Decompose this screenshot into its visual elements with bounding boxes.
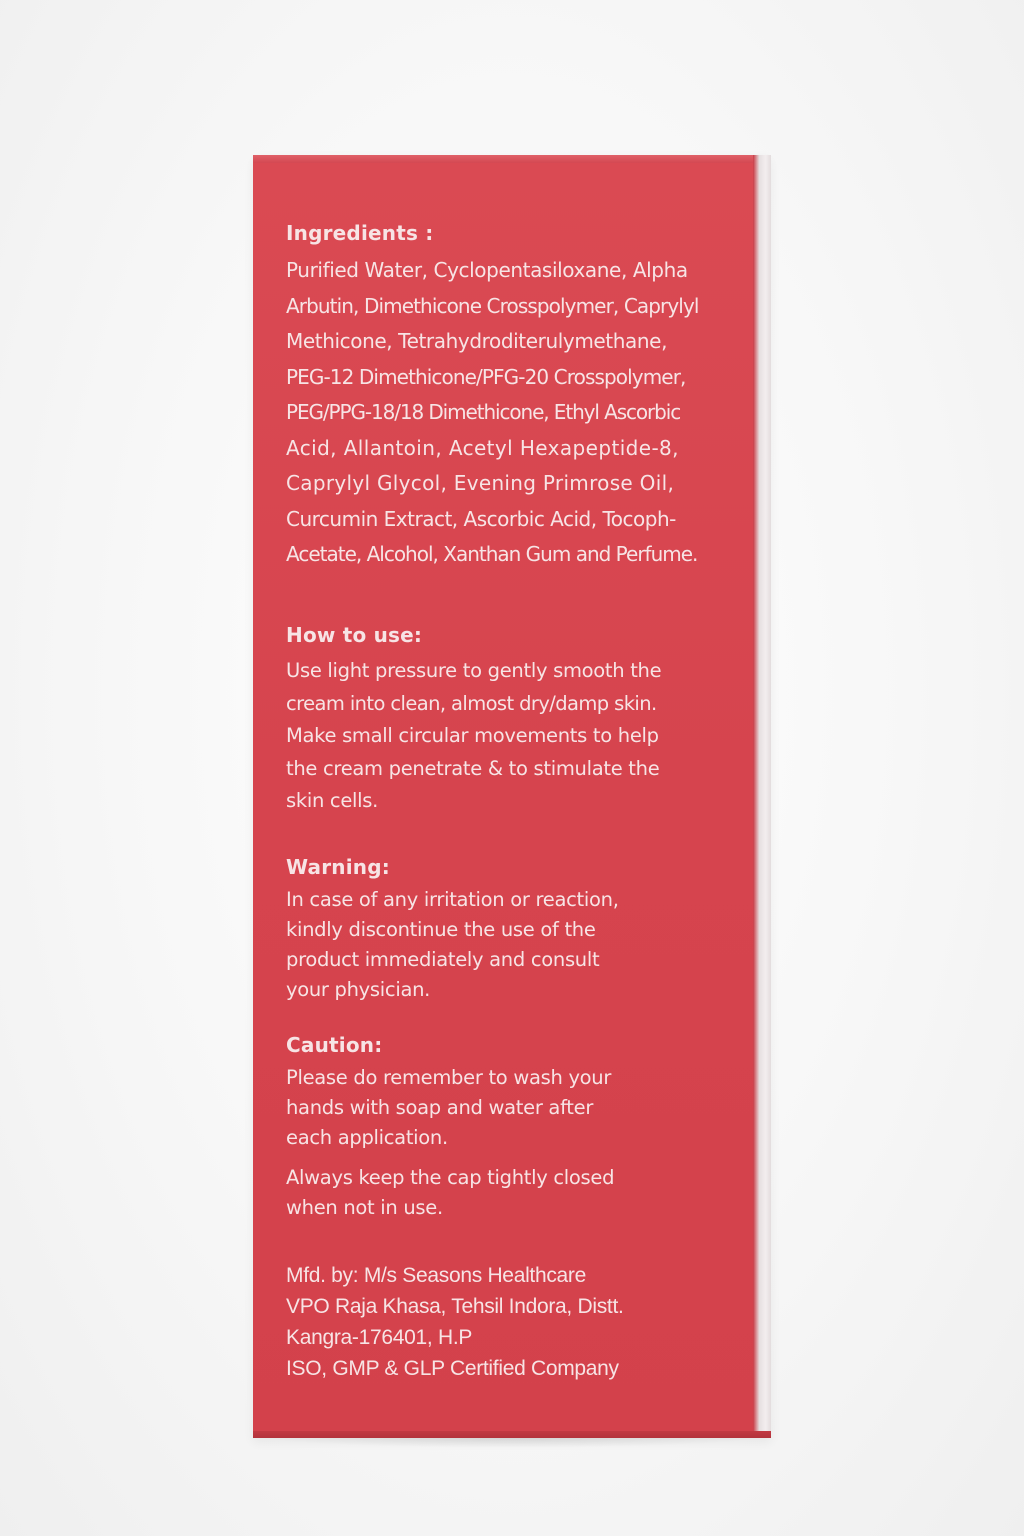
ingredients-line: Arbutin, Dimethicone Crosspolymer, Caprylyl bbox=[286, 293, 699, 318]
cap-closed-note bbox=[286, 1163, 614, 1223]
manufacturer-line: Mfd. by: M/s Seasons Healthcare bbox=[286, 1264, 586, 1287]
manufacturer-line: Kangra-176401, H.P bbox=[286, 1326, 473, 1349]
caution-note-line: when not in use. bbox=[286, 1196, 443, 1219]
warning-line: In case of any irritation or reaction, bbox=[286, 888, 619, 911]
manufacturer-line: ISO, GMP & GLP Certified Company bbox=[286, 1357, 619, 1380]
ingredients-line: Caprylyl Glycol, Evening Primrose Oil, bbox=[286, 471, 675, 495]
warning-heading: Warning: bbox=[286, 855, 390, 879]
ingredients-line: Acetate, Alcohol, Xanthan Gum and Perfume. bbox=[286, 542, 698, 566]
ingredients-line: Purified Water, Cyclopentasiloxane, Alpha bbox=[286, 258, 688, 282]
caution-line: each application. bbox=[286, 1126, 448, 1149]
how-to-use-heading: How to use: bbox=[286, 623, 423, 647]
ingredients-line: Methicone, Tetrahydroditerulymethane, bbox=[286, 329, 668, 353]
ingredients-line: PEG/PPG-18/18 Dimethicone, Ethyl Ascorbic bbox=[286, 400, 681, 424]
warning-line: product immediately and consult bbox=[286, 948, 600, 971]
how-to-use-line: the cream penetrate & to stimulate the bbox=[286, 756, 660, 780]
how-to-use-text bbox=[286, 655, 661, 818]
ingredients-line: PEG-12 Dimethicone/PFG-20 Crosspolymer, bbox=[286, 364, 686, 389]
how-to-use-section bbox=[286, 620, 661, 818]
ingredients-list bbox=[286, 253, 699, 573]
ingredients-heading: Ingredients : bbox=[286, 221, 434, 245]
warning-line: kindly discontinue the use of the bbox=[286, 918, 596, 941]
box-bottom-edge bbox=[253, 1431, 771, 1438]
caution-heading: Caution: bbox=[286, 1033, 383, 1057]
manufacturer-line: VPO Raja Khasa, Tehsil Indora, Distt. bbox=[286, 1295, 624, 1318]
box-top-edge bbox=[253, 155, 771, 163]
caution-line: Please do remember to wash your bbox=[286, 1066, 612, 1089]
caution-note-line: Always keep the cap tightly closed bbox=[286, 1166, 615, 1189]
warning-line: your physician. bbox=[286, 978, 431, 1001]
how-to-use-line: skin cells. bbox=[286, 789, 379, 812]
manufacturer-section bbox=[286, 1260, 624, 1384]
caution-text bbox=[286, 1063, 614, 1153]
ingredients-line: Curcumin Extract, Ascorbic Acid, Tocoph- bbox=[286, 506, 676, 531]
caution-section bbox=[286, 1030, 614, 1223]
warning-text bbox=[286, 885, 619, 1005]
how-to-use-line: Make small circular movements to help bbox=[286, 724, 659, 747]
ingredients-line: Acid, Allantoin, Acetyl Hexapeptide-8, bbox=[286, 435, 679, 460]
caution-line: hands with soap and water after bbox=[286, 1096, 594, 1119]
how-to-use-line: Use light pressure to gently smooth the bbox=[286, 659, 662, 682]
warning-section bbox=[286, 852, 619, 1005]
box-right-edge bbox=[753, 155, 771, 1438]
ingredients-section bbox=[286, 218, 699, 573]
manufacturer-details bbox=[286, 1260, 624, 1384]
how-to-use-line: cream into clean, almost dry/damp skin. bbox=[286, 691, 657, 715]
